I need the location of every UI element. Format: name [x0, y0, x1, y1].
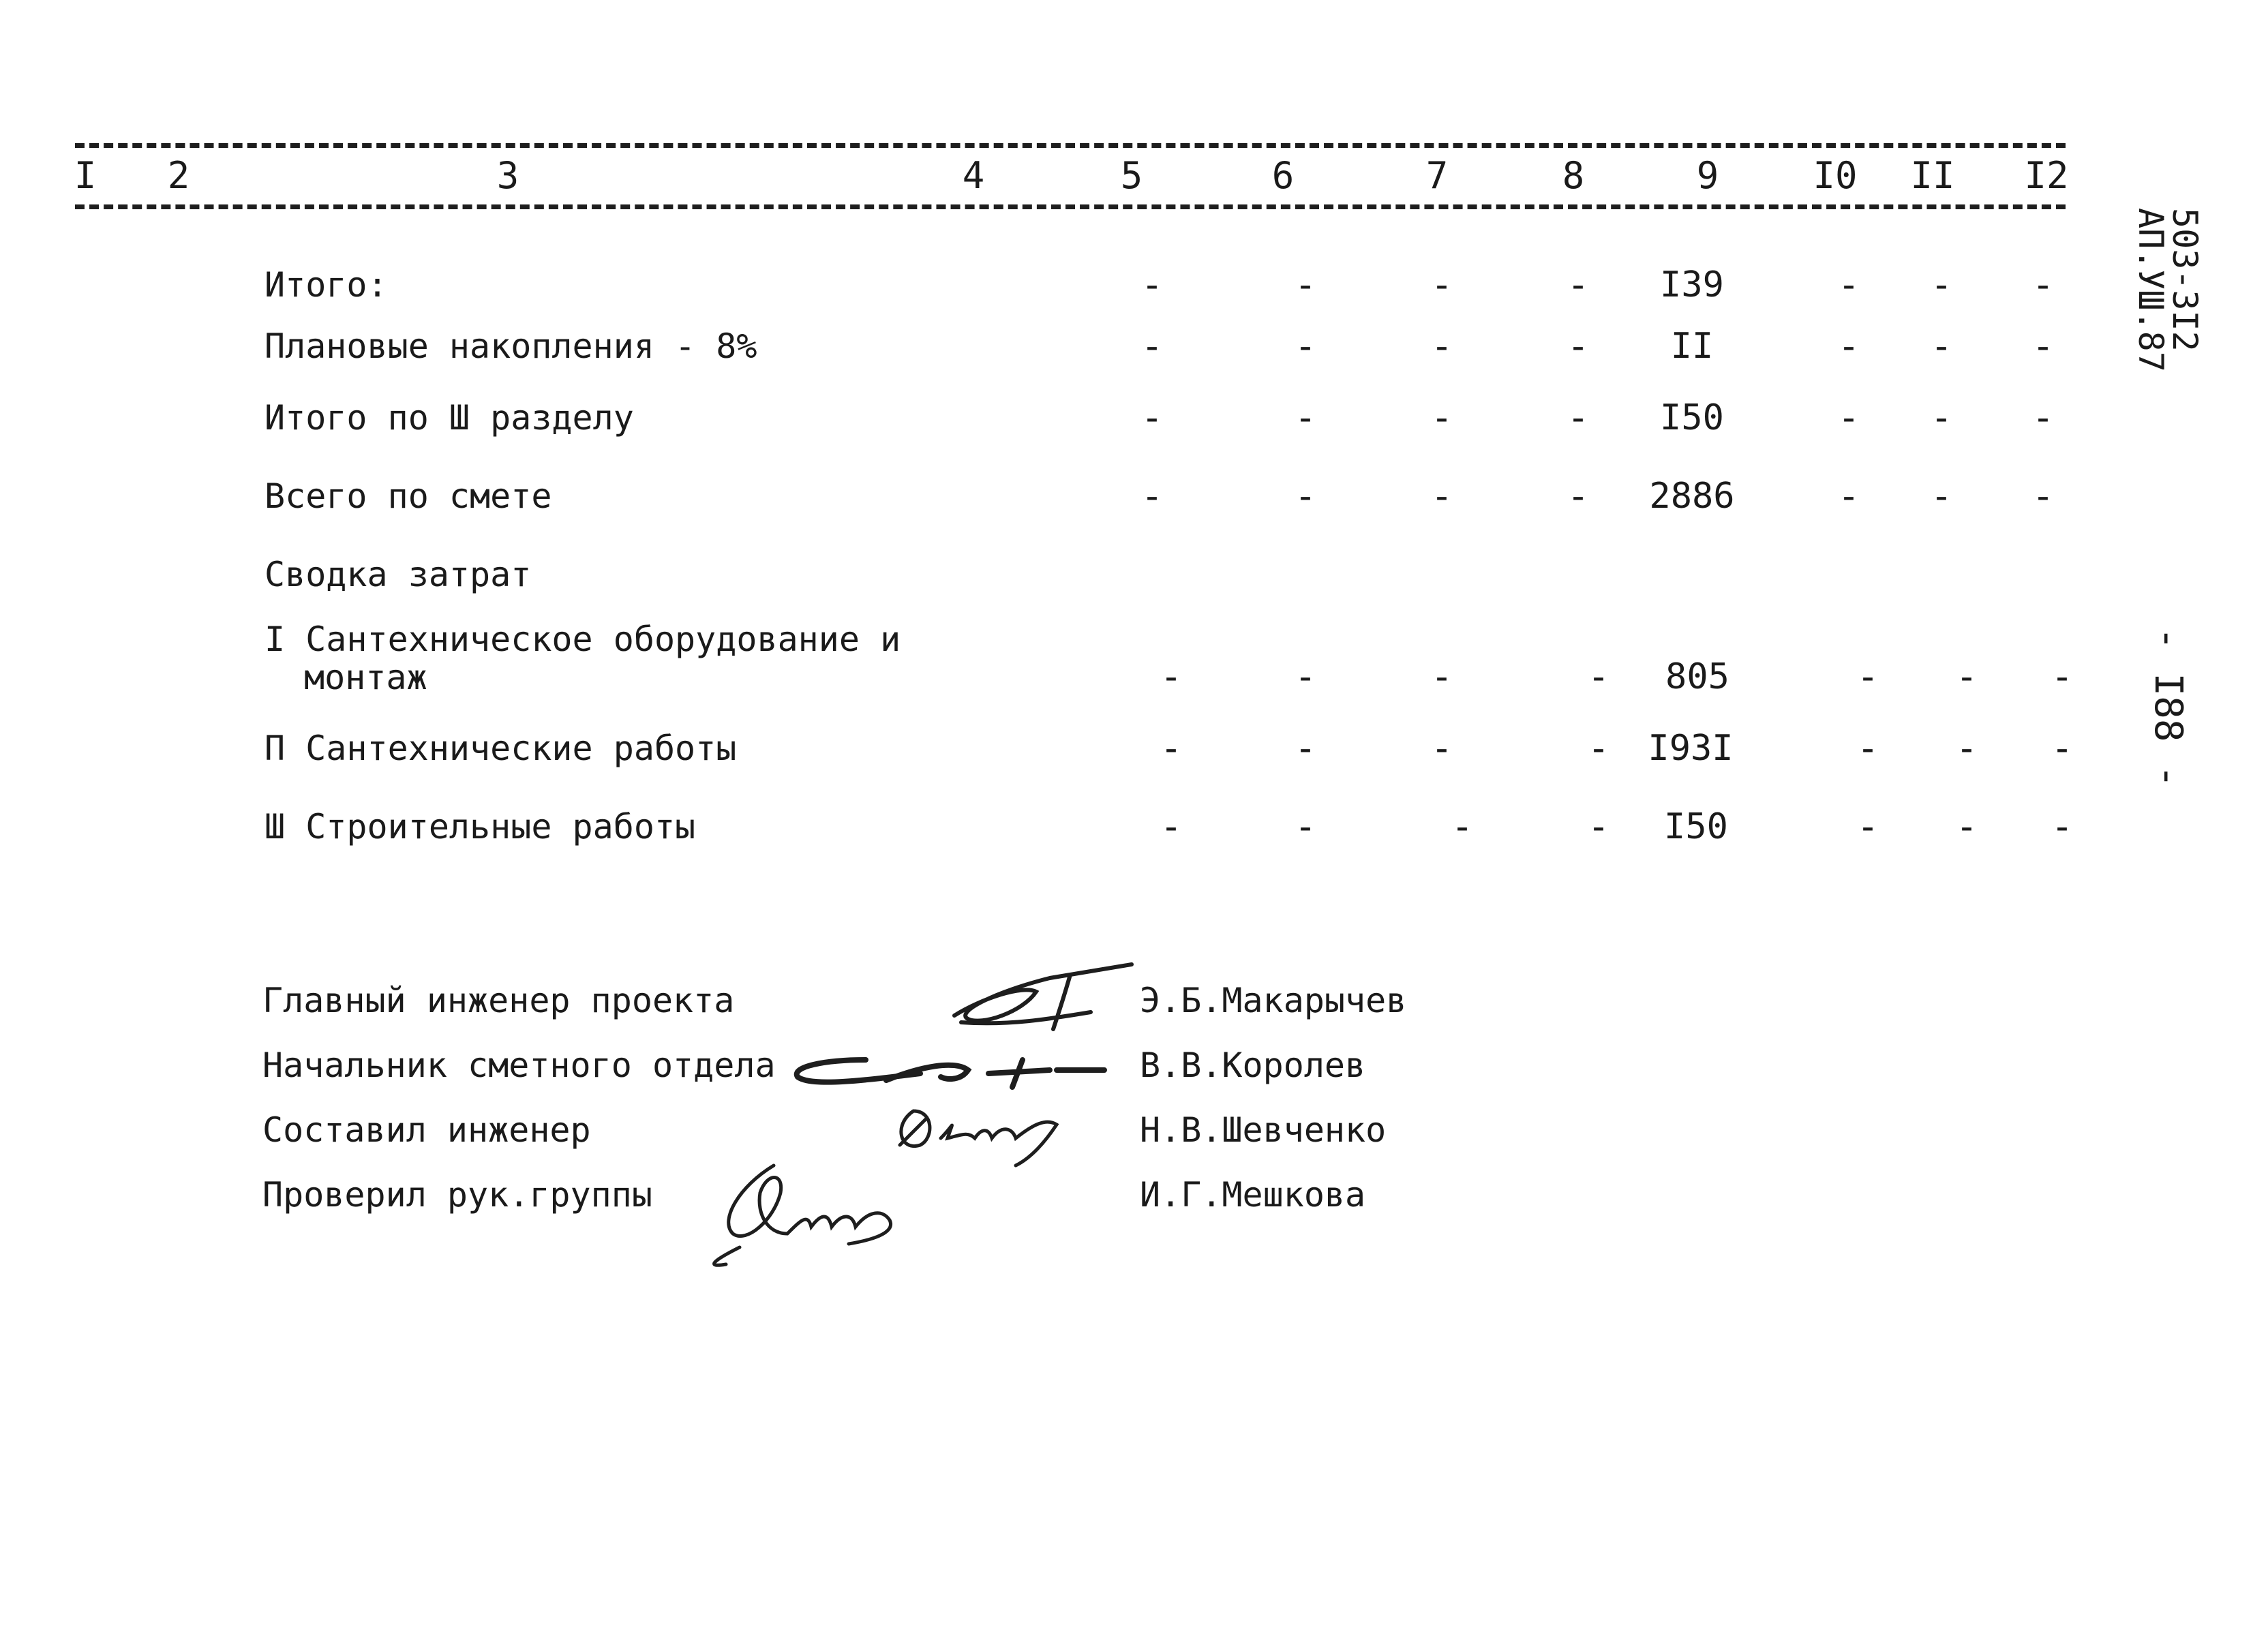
cell-col11: - [1930, 396, 1953, 439]
cell-col5: - [1140, 263, 1164, 306]
cell-col5: - [1160, 805, 1183, 848]
signer-name: Э.Б.Макарычев [1140, 981, 1407, 1020]
cell-col9: II [1670, 326, 1714, 367]
cell-col5: - [1140, 474, 1164, 517]
cell-col6: - [1294, 655, 1317, 698]
signature-row [0, 1111, 2268, 1165]
column-number: 2 [167, 154, 190, 197]
table-row [0, 729, 2268, 784]
row-label: Итого: [264, 265, 388, 305]
cell-col9: I39 [1660, 264, 1724, 305]
cell-col11: - [1930, 263, 1953, 306]
cell-col8: - [1587, 727, 1610, 769]
cell-col8: - [1567, 324, 1590, 367]
column-number: 4 [962, 154, 985, 197]
cell-col8: - [1587, 655, 1610, 698]
cell-col11: - [1955, 805, 1978, 848]
cell-col11: - [1955, 727, 1978, 769]
column-number: I0 [1813, 154, 1858, 197]
row-label: Плановые накопления - 8% [264, 326, 757, 366]
cell-col9: I93I [1648, 728, 1734, 769]
column-number: 3 [496, 154, 519, 197]
document-code-line: 503-3I2 [2165, 208, 2205, 352]
column-number: 7 [1425, 154, 1449, 197]
table-row [0, 805, 2268, 862]
signer-title: Составил инженер [262, 1110, 591, 1150]
row-label [264, 620, 901, 697]
row-label: Всего по смете [264, 476, 552, 516]
table-row [0, 263, 2268, 320]
cell-col10: - [1856, 655, 1879, 698]
cell-col12: - [2051, 655, 2074, 698]
table-row [0, 620, 2268, 702]
row-label-line: монтаж [304, 658, 427, 697]
signature-row [0, 1176, 2268, 1230]
cell-col9: I50 [1664, 806, 1728, 847]
cell-col6: - [1294, 324, 1317, 367]
row-label-line: I Сантехническое оборудование и [264, 620, 901, 659]
column-number: 6 [1271, 154, 1295, 197]
column-number: 8 [1562, 154, 1585, 197]
cell-col8: - [1567, 396, 1590, 439]
cell-col12: - [2051, 727, 2074, 769]
column-number: 5 [1120, 154, 1143, 197]
cell-col8: - [1567, 263, 1590, 306]
cell-col12: - [2031, 474, 2055, 517]
cell-col5: - [1140, 396, 1164, 439]
cell-col6: - [1294, 805, 1317, 848]
cell-col12: - [2031, 263, 2055, 306]
cell-col6: - [1294, 396, 1317, 439]
cell-col9: I50 [1660, 397, 1724, 438]
summary-heading: Сводка затрат [264, 555, 532, 594]
cell-col7: - [1430, 727, 1453, 769]
cell-col5: - [1140, 324, 1164, 367]
column-number: I2 [2024, 154, 2069, 197]
handwritten-signature [699, 1145, 924, 1268]
cell-col7: - [1451, 805, 1474, 848]
cell-col5: - [1160, 727, 1183, 769]
header-bottom-rule [75, 204, 2066, 209]
cell-col10: - [1837, 263, 1860, 306]
row-label: Итого по Ш разделу [264, 398, 634, 438]
cell-col7: - [1430, 655, 1453, 698]
cell-col7: - [1430, 396, 1453, 439]
table-row [0, 474, 2268, 532]
cell-col8: - [1567, 474, 1590, 517]
signer-title: Начальник сметного отдела [262, 1046, 776, 1085]
cell-col12: - [2031, 396, 2055, 439]
cell-col6: - [1294, 727, 1317, 769]
table-row [0, 396, 2268, 453]
page-number: - I88 - [2146, 627, 2190, 789]
cell-col7: - [1430, 263, 1453, 306]
cell-col10: - [1856, 805, 1879, 848]
column-number: II [1910, 154, 1955, 197]
document-code-line: АП.УШ.87 [2131, 208, 2171, 372]
signature-row [0, 1046, 2268, 1101]
handwritten-signature [784, 1039, 1111, 1101]
cell-col6: - [1294, 474, 1317, 517]
cell-col6: - [1294, 263, 1317, 306]
signer-name: В.В.Королев [1140, 1046, 1366, 1085]
row-label: П Сантехнические работы [264, 729, 737, 768]
signer-name: И.Г.Мешкова [1140, 1175, 1366, 1215]
cell-col10: - [1837, 396, 1860, 439]
cell-col8: - [1587, 805, 1610, 848]
signer-title: Проверил рук.группы [262, 1175, 652, 1215]
signer-name: Н.В.Шевченко [1140, 1110, 1387, 1150]
header-top-rule [75, 143, 2066, 148]
cell-col12: - [2051, 805, 2074, 848]
column-number: 9 [1696, 154, 1719, 197]
cell-col10: - [1837, 474, 1860, 517]
cell-col11: - [1930, 324, 1953, 367]
cell-col9: 2886 [1649, 476, 1735, 517]
signer-title: Главный инженер проекта [262, 981, 735, 1020]
handwritten-signature [941, 951, 1145, 1039]
column-number: I [74, 154, 97, 197]
row-label: Ш Строительные работы [264, 807, 696, 847]
summary-heading-row [0, 555, 2268, 610]
cell-col7: - [1430, 474, 1453, 517]
cell-col12: - [2031, 324, 2055, 367]
cell-col10: - [1856, 727, 1879, 769]
cell-col7: - [1430, 324, 1453, 367]
cell-col10: - [1837, 324, 1860, 367]
table-row [0, 324, 2268, 382]
cell-col5: - [1160, 655, 1183, 698]
cell-col9: 805 [1665, 656, 1729, 697]
cell-col11: - [1955, 655, 1978, 698]
cell-col11: - [1930, 474, 1953, 517]
